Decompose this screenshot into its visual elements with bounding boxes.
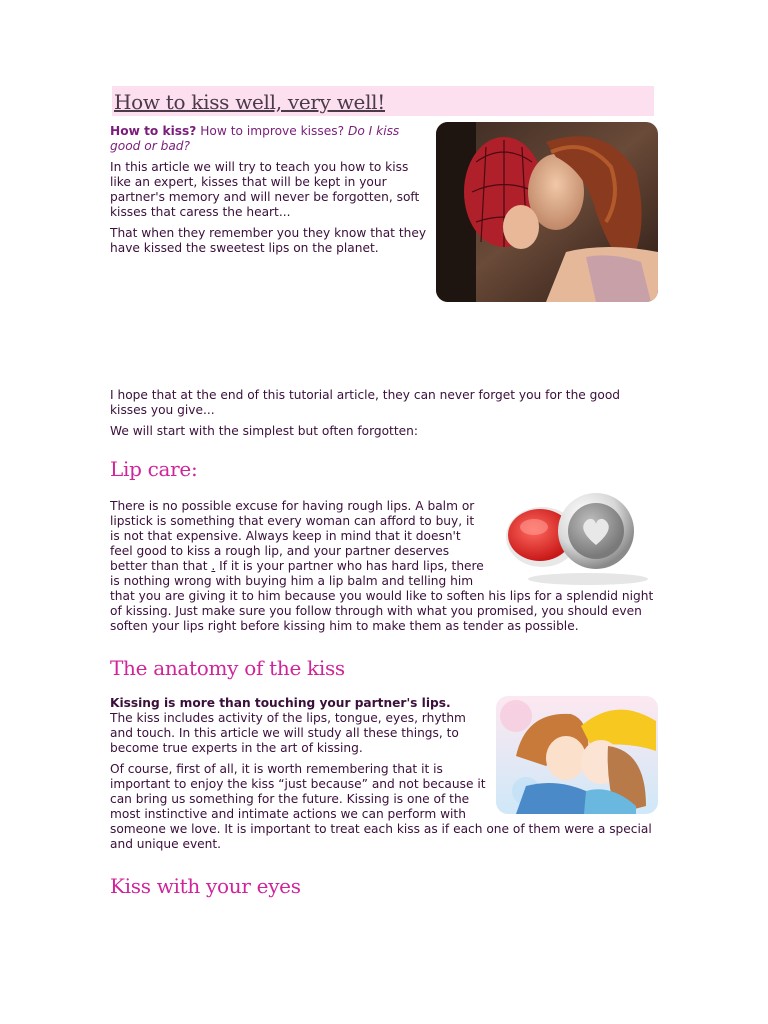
anatomy-paragraph-2: Of course, first of all, it is worth remembering that it is important to enjoy the kiss “just because” and not because it can bring us something for the future. Kissing is one of the most instinctive and intimate actions we can perform with someone we love. It is important to treat each kiss as if each one of them were a special and unique event.: [110, 762, 652, 851]
lead-bold: How to kiss?: [110, 124, 197, 138]
lip-care-link[interactable]: .: [211, 559, 216, 573]
anatomy-heading: The anatomy of the kiss: [110, 656, 345, 680]
kiss-photo: [436, 122, 658, 302]
eyes-heading: Kiss with your eyes: [110, 874, 301, 898]
anatomy-paragraph-1: The kiss includes activity of the lips, tongue, eyes, rhythm and touch. In this article we will study all these things, to become true experts in the art of kissing.: [110, 711, 466, 755]
lead-italic: Do I kiss good or bad?: [110, 124, 400, 153]
lead-plain: How to improve kisses?: [196, 124, 348, 138]
middle-paragraph-2: We will start with the simplest but often forgotten:: [110, 424, 418, 438]
page-title[interactable]: How to kiss well, very well!: [114, 90, 385, 114]
lip-care-text-b: If it is your partner who has hard lips, there is nothing wrong with buying him a lip balm and telling him that you are giving it to him because you would like to soften his lips for a splendid night of kissing. Just make sure you follow through with what you promised, you should even soften your lips right before kissing him to make them as tender as possible.: [110, 559, 654, 633]
anatomy-bold: Kissing is more than touching your partner's lips.: [110, 696, 451, 710]
anime-kiss-image: [496, 696, 658, 814]
title-bar: [112, 86, 654, 116]
lip-care-heading: Lip care:: [110, 457, 198, 481]
middle-paragraph-1: I hope that at the end of this tutorial article, they can never forget you for the good kisses you give...: [110, 388, 621, 417]
article: [110, 86, 658, 898]
lip-balm-image: [498, 487, 658, 587]
intro-paragraph-2: That when they remember you they know that they have kissed the sweetest lips on the planet.: [110, 226, 427, 255]
intro-paragraph-1: In this article we will try to teach you how to kiss like an expert, kisses that will be kept in your partner's memory and will never be forgotten, soft kisses that caress the heart...: [110, 160, 420, 219]
lip-care-text-a: There is no possible excuse for having rough lips. A balm or lipstick is something that every woman can afford to buy, it is not that expensive. Always keep in mind that it doesn't feel good to kiss a rough lip, and your partner deserves better than that: [110, 499, 475, 573]
